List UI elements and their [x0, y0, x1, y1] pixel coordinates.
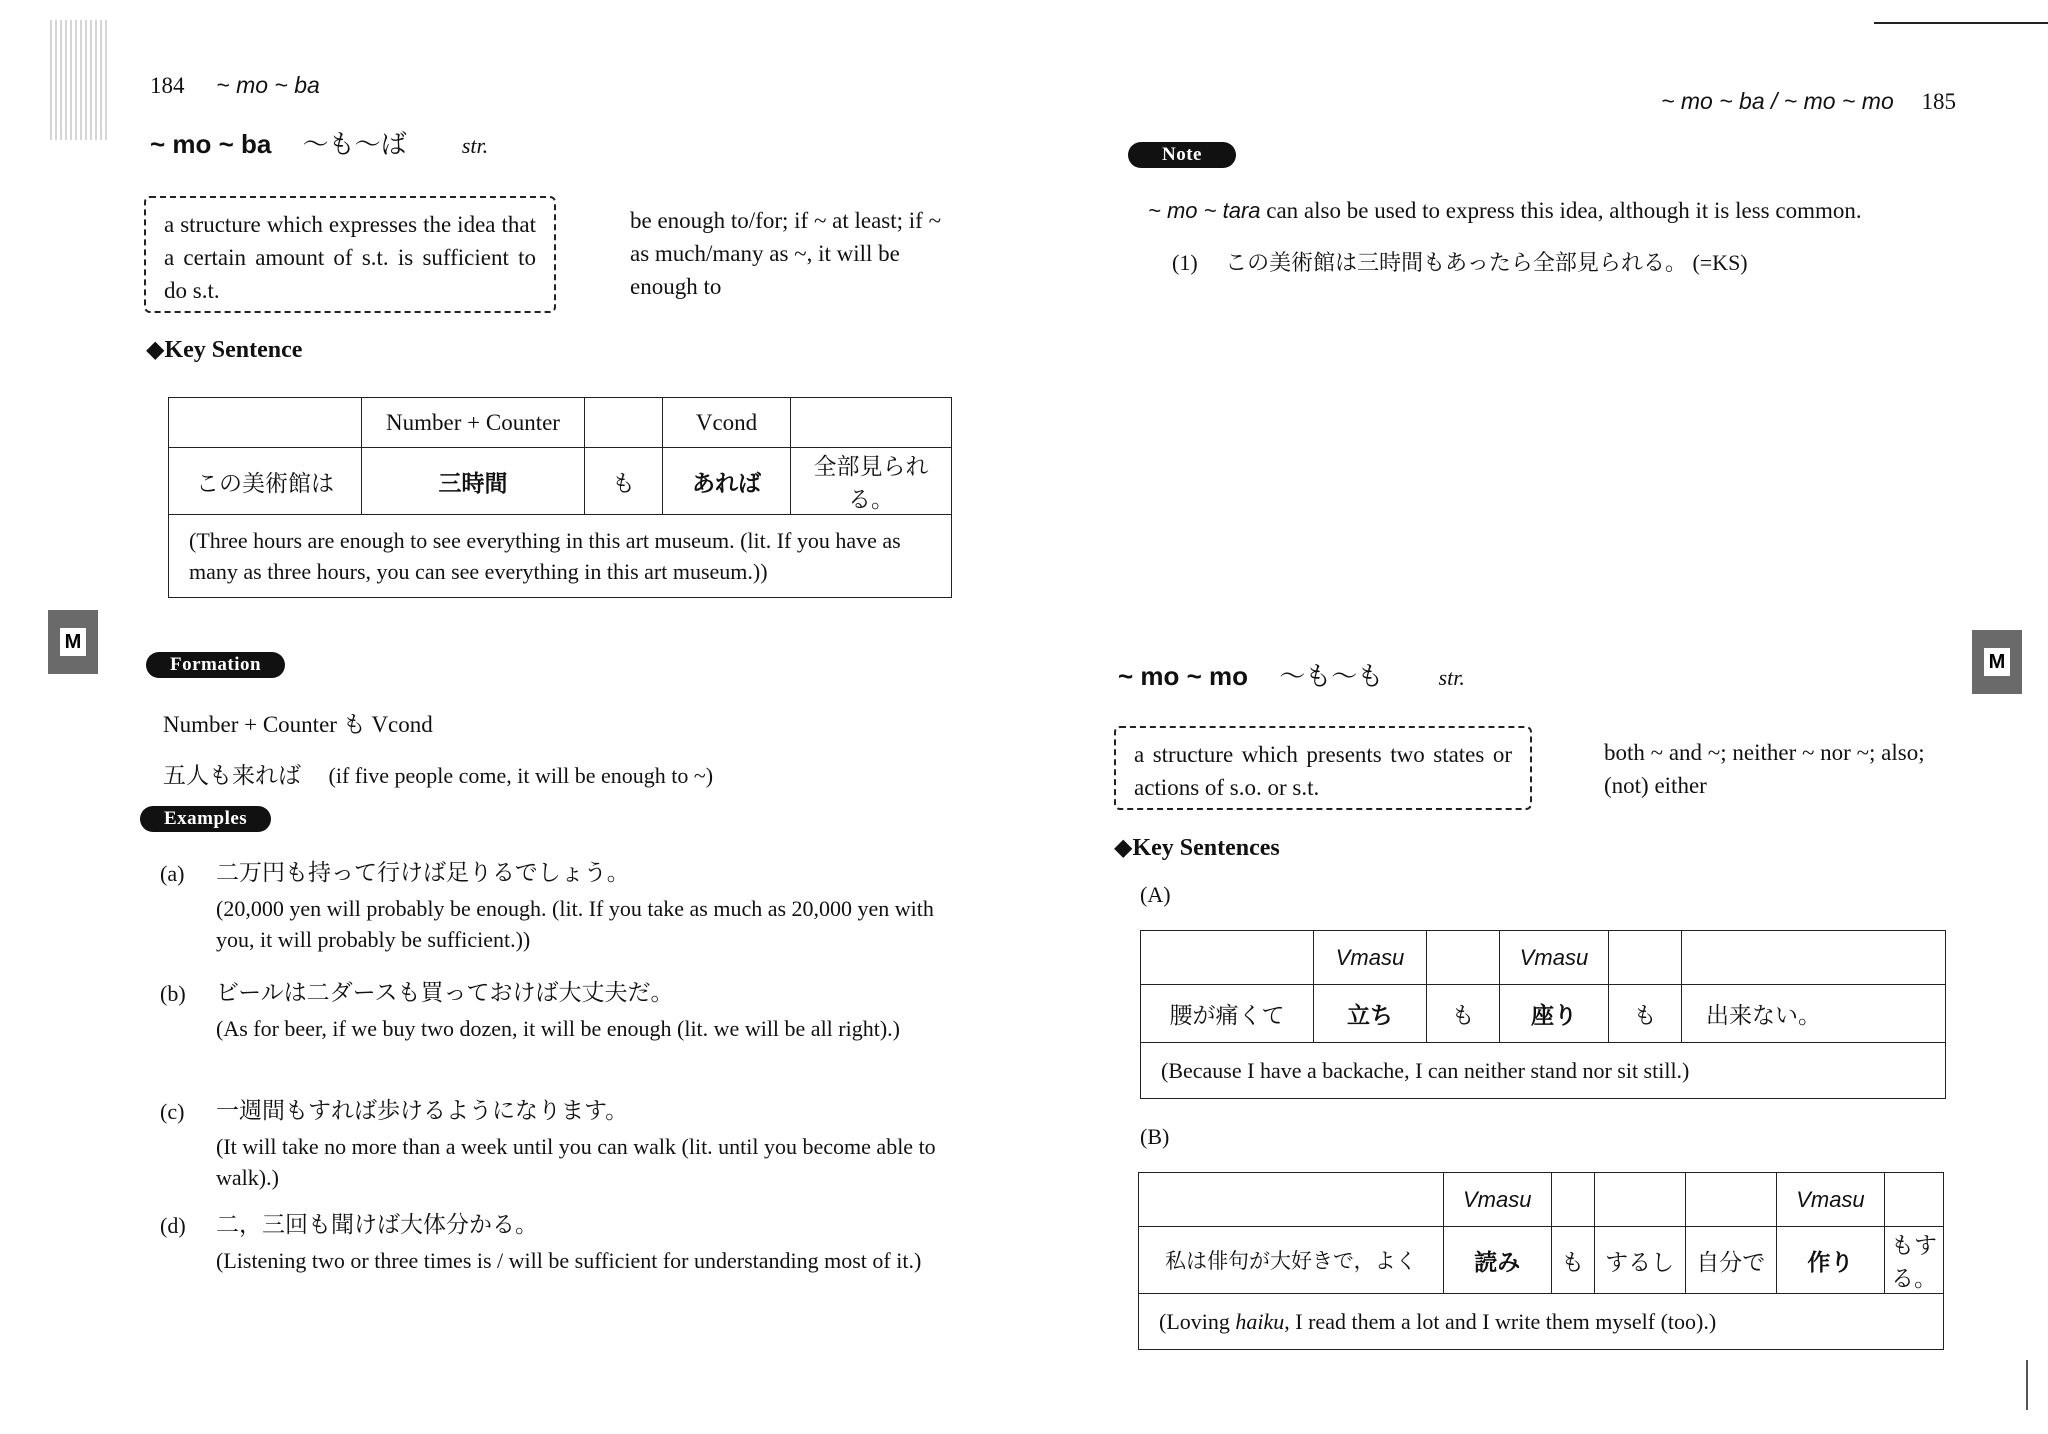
note-body: can also be used to express this idea, although it is less common.	[1260, 198, 1862, 223]
note-example	[1172, 246, 1748, 277]
key-sentence-translation: (Three hours are enough to see everything in this art museum. (lit. If you have as many as three hours, you can see everything in this art museum.))	[169, 515, 952, 598]
table-cell: 作り	[1776, 1227, 1884, 1294]
key-sentence-table-a	[1140, 930, 1946, 1099]
translation-emphasis: haiku	[1235, 1309, 1285, 1334]
example-jp: 二万円も持って行けば足りるでしょう。	[216, 860, 630, 886]
table-cell: 腰が痛くて	[1141, 985, 1314, 1043]
section-tab-letter: M	[1984, 648, 2010, 676]
table-cell: 三時間	[362, 448, 585, 515]
definition-box: a structure which presents two states or actions of s.o. or s.t.	[1114, 726, 1532, 810]
table-cell: も	[1609, 985, 1682, 1043]
page-number: 184	[150, 73, 185, 98]
table-b-label: (B)	[1140, 1124, 1170, 1149]
running-head-topic: ~ mo ~ ba	[216, 72, 320, 98]
formation-example	[163, 757, 713, 790]
table-header-cell	[585, 398, 663, 448]
table-cell: 座り	[1500, 985, 1609, 1043]
table-header-cell	[169, 398, 362, 448]
translation-part: (Loving	[1159, 1309, 1236, 1334]
table-header-cell: Vmasu	[1443, 1173, 1551, 1227]
note-example-jp: この美術館は三時間もあったら全部見られる。	[1225, 251, 1687, 276]
formation-pattern: Number + Counter も Vcond	[163, 712, 433, 737]
running-head	[150, 72, 320, 99]
english-gloss: both ~ and ~; neither ~ nor ~; also; (not) either	[1604, 740, 1925, 798]
scan-edge-artifact	[50, 20, 110, 140]
margin-mark	[2026, 1360, 2028, 1410]
example-en: (Listening two or three times is / will be sufficient for understanding most of it.)	[216, 1248, 922, 1273]
example-label: (c)	[160, 1099, 185, 1124]
example-jp: 二，三回も聞けば大体分かる。	[216, 1212, 538, 1238]
table-header-cell: Vmasu	[1500, 931, 1609, 985]
entry-japanese: 〜も〜ば	[302, 130, 407, 160]
top-rule	[1874, 22, 2048, 24]
key-sentences-title: ◆Key Sentences	[1114, 835, 1280, 861]
translation-part: , I read them a lot and I write them myself (too).)	[1284, 1309, 1717, 1334]
example-jp: ビールは二ダースも買っておけば大丈夫だ。	[216, 980, 674, 1006]
part-of-speech: str.	[461, 133, 489, 158]
example-item	[160, 978, 960, 1044]
note-text	[1148, 198, 1862, 224]
key-sentence-title: ◆Key Sentence	[146, 337, 303, 363]
example-en: (20,000 yen will probably be enough. (lit. If you take as much as 20,000 yen with you, it will probably be sufficient.))	[216, 896, 934, 952]
example-en: (As for beer, if we buy two dozen, it will be enough (lit. we will be all right).)	[216, 1016, 900, 1041]
table-header-cell	[1685, 1173, 1776, 1227]
table-cell: この美術館は	[169, 448, 362, 515]
formation-example-jp: 五人も来れば	[163, 763, 301, 789]
table-cell: 読み	[1443, 1227, 1551, 1294]
table-b-translation	[1139, 1294, 1944, 1350]
section-tab-m	[1972, 630, 2022, 694]
table-header-cell	[1594, 1173, 1685, 1227]
example-item	[160, 1096, 960, 1193]
note-example-label: (1)	[1172, 250, 1198, 275]
example-en: (It will take no more than a week until you can walk (lit. until you become able to walk).)	[216, 1134, 936, 1190]
section-tab-letter: M	[60, 628, 86, 656]
table-cell: 私は俳句が大好きで，よく	[1139, 1227, 1444, 1294]
entry-romaji: ~ mo ~ mo	[1118, 661, 1249, 691]
key-sentence-table-b	[1138, 1172, 1944, 1350]
running-head	[1661, 88, 1956, 115]
table-cell: 出来ない。	[1682, 985, 1946, 1043]
note-pattern: ~ mo ~ tara	[1148, 198, 1261, 223]
table-header-cell	[1139, 1173, 1444, 1227]
note-example-ref: (=KS)	[1692, 250, 1748, 275]
table-cell: もする。	[1885, 1227, 1944, 1294]
example-item	[160, 1210, 960, 1276]
example-label: (b)	[160, 981, 186, 1006]
table-header-cell: Number + Counter	[362, 398, 585, 448]
examples-label: Examples	[140, 806, 271, 832]
table-cell: も	[585, 448, 663, 515]
table-header-cell	[1551, 1173, 1594, 1227]
entry-japanese: 〜も〜も	[1279, 662, 1384, 692]
table-a-translation: (Because I have a backache, I can neither stand nor sit still.)	[1141, 1043, 1946, 1099]
part-of-speech: str.	[1438, 665, 1465, 690]
table-header-cell: Vcond	[663, 398, 791, 448]
formation-example-en: (if five people come, it will be enough to ~)	[328, 763, 714, 788]
formation-label: Formation	[146, 652, 285, 678]
page-number: 185	[1921, 89, 1956, 114]
section-tab-m	[48, 610, 98, 674]
note-label: Note	[1128, 142, 1236, 168]
table-header-cell	[791, 398, 952, 448]
table-cell: あれば	[663, 448, 791, 515]
running-head-topic: ~ mo ~ ba / ~ mo ~ mo	[1661, 88, 1894, 114]
example-label: (a)	[160, 861, 185, 886]
example-item	[160, 858, 960, 955]
english-gloss: be enough to/for; if ~ at least; if ~ as much/many as ~, it will be enough to	[630, 208, 942, 299]
table-cell: 全部見られる。	[791, 448, 952, 515]
table-header-cell	[1427, 931, 1500, 985]
table-cell: 立ち	[1314, 985, 1427, 1043]
table-a-label: (A)	[1140, 882, 1171, 907]
right-page	[1024, 0, 2048, 1434]
table-cell: も	[1427, 985, 1500, 1043]
key-sentence-table	[168, 397, 952, 598]
table-header-cell: Vmasu	[1776, 1173, 1884, 1227]
table-header-cell	[1609, 931, 1682, 985]
table-cell: するし	[1594, 1227, 1685, 1294]
table-header-cell	[1141, 931, 1314, 985]
table-header-cell	[1682, 931, 1946, 985]
table-header-cell: Vmasu	[1314, 931, 1427, 985]
example-label: (d)	[160, 1213, 186, 1238]
entry-romaji: ~ mo ~ ba	[150, 129, 272, 159]
entry-heading	[150, 124, 488, 161]
table-cell: 自分で	[1685, 1227, 1776, 1294]
example-jp: 一週間もすれば歩けるようになります。	[216, 1098, 629, 1124]
table-cell: も	[1551, 1227, 1594, 1294]
definition-box: a structure which expresses the idea that a certain amount of s.t. is sufficient to do s.t.	[144, 196, 556, 313]
table-header-cell	[1885, 1173, 1944, 1227]
entry-heading	[1118, 656, 1465, 693]
